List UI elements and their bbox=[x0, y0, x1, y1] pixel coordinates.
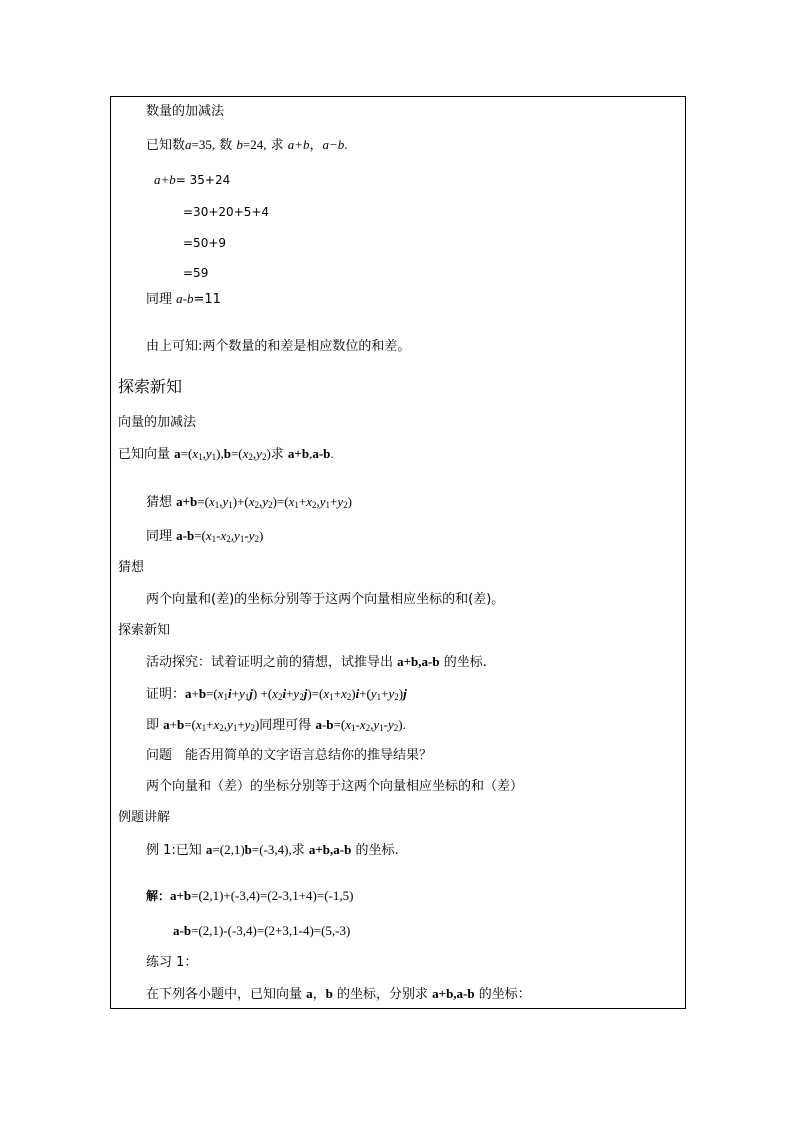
activity-text: 活动探究：试着证明之前的猜想，试推导出 a+b,a-b 的坐标. bbox=[146, 654, 487, 670]
vector-guess-formula: 猜想 $a+b=(x_1,y_1)+(x_2,y_2)=(x_1+x_2,y_1+y_2)$ bbox=[146, 494, 352, 510]
review-heading: 数量的加减法 bbox=[146, 104, 225, 119]
example-heading: 例题讲解 bbox=[118, 810, 171, 825]
example-problem: 例 1:已知 a=(2,1)b=(-3,4),求 a+b,a-b 的坐标. bbox=[146, 842, 399, 858]
exercise-text: 在下列各小题中，已知向量 a，b 的坐标，分别求 a+b,a-b 的坐标： bbox=[146, 986, 531, 1002]
explore-heading: 探索新知 bbox=[118, 377, 183, 396]
review-step-4: =59 bbox=[183, 266, 209, 280]
exercise-heading: 练习 1： bbox=[146, 955, 198, 970]
guess-text: 两个向量和(差)的坐标分别等于这两个向量相应坐标的和(差)。 bbox=[146, 592, 505, 607]
vector-add-subheading: 向量的加减法 bbox=[118, 415, 197, 430]
review-given: 已知数a=35, 数 b=24, 求 a+b，a−b. bbox=[146, 137, 348, 153]
proof-result: 即 $a+b=(x_1+x_2,y_1+y_2)$同理可得 $a-b=(x_1-x_2,y_1-y_2)$. bbox=[146, 717, 406, 733]
proof-line: 证明：$a+b=(x_1i+y_1j) +(x_2i+y_2j)=(x_1+x_2)i+(y_1+y_2)j$ bbox=[146, 686, 407, 702]
guess-heading: 猜想 bbox=[118, 560, 145, 575]
review-step-2: =30+20+5+4 bbox=[183, 205, 270, 219]
answer-text: 两个向量和（差）的坐标分别等于这两个向量相应坐标的和（差） bbox=[146, 779, 524, 794]
review-conclusion: 由上可知:两个数量的和差是相应数位的和差。 bbox=[146, 339, 411, 354]
review-similar: 同理 a-b=11 bbox=[146, 291, 221, 307]
question-text: 问题 能否用简单的文字语言总结你的推导结果？ bbox=[146, 748, 433, 763]
solution-line-2: a-b=(2,1)-(-3,4)=(2+3,1-4)=(5,-3) bbox=[173, 923, 351, 938]
review-step-1: a+b= 35+24 bbox=[154, 172, 231, 187]
content-frame bbox=[110, 96, 686, 1009]
solution-line-1: 解：a+b=(2,1)+(-3,4)=(2-3,1+4)=(-1,5) bbox=[146, 888, 354, 903]
vector-similar-formula: 同理 $a-b=(x_1-x_2,y_1-y_2)$ bbox=[146, 528, 264, 544]
explore2-heading: 探索新知 bbox=[118, 623, 171, 638]
review-step-3: =50+9 bbox=[183, 236, 227, 250]
vector-given: 已知向量 $a=(x_1,y_1),b=(x_2,y_2)$求 a+b,a-b. bbox=[118, 446, 334, 462]
